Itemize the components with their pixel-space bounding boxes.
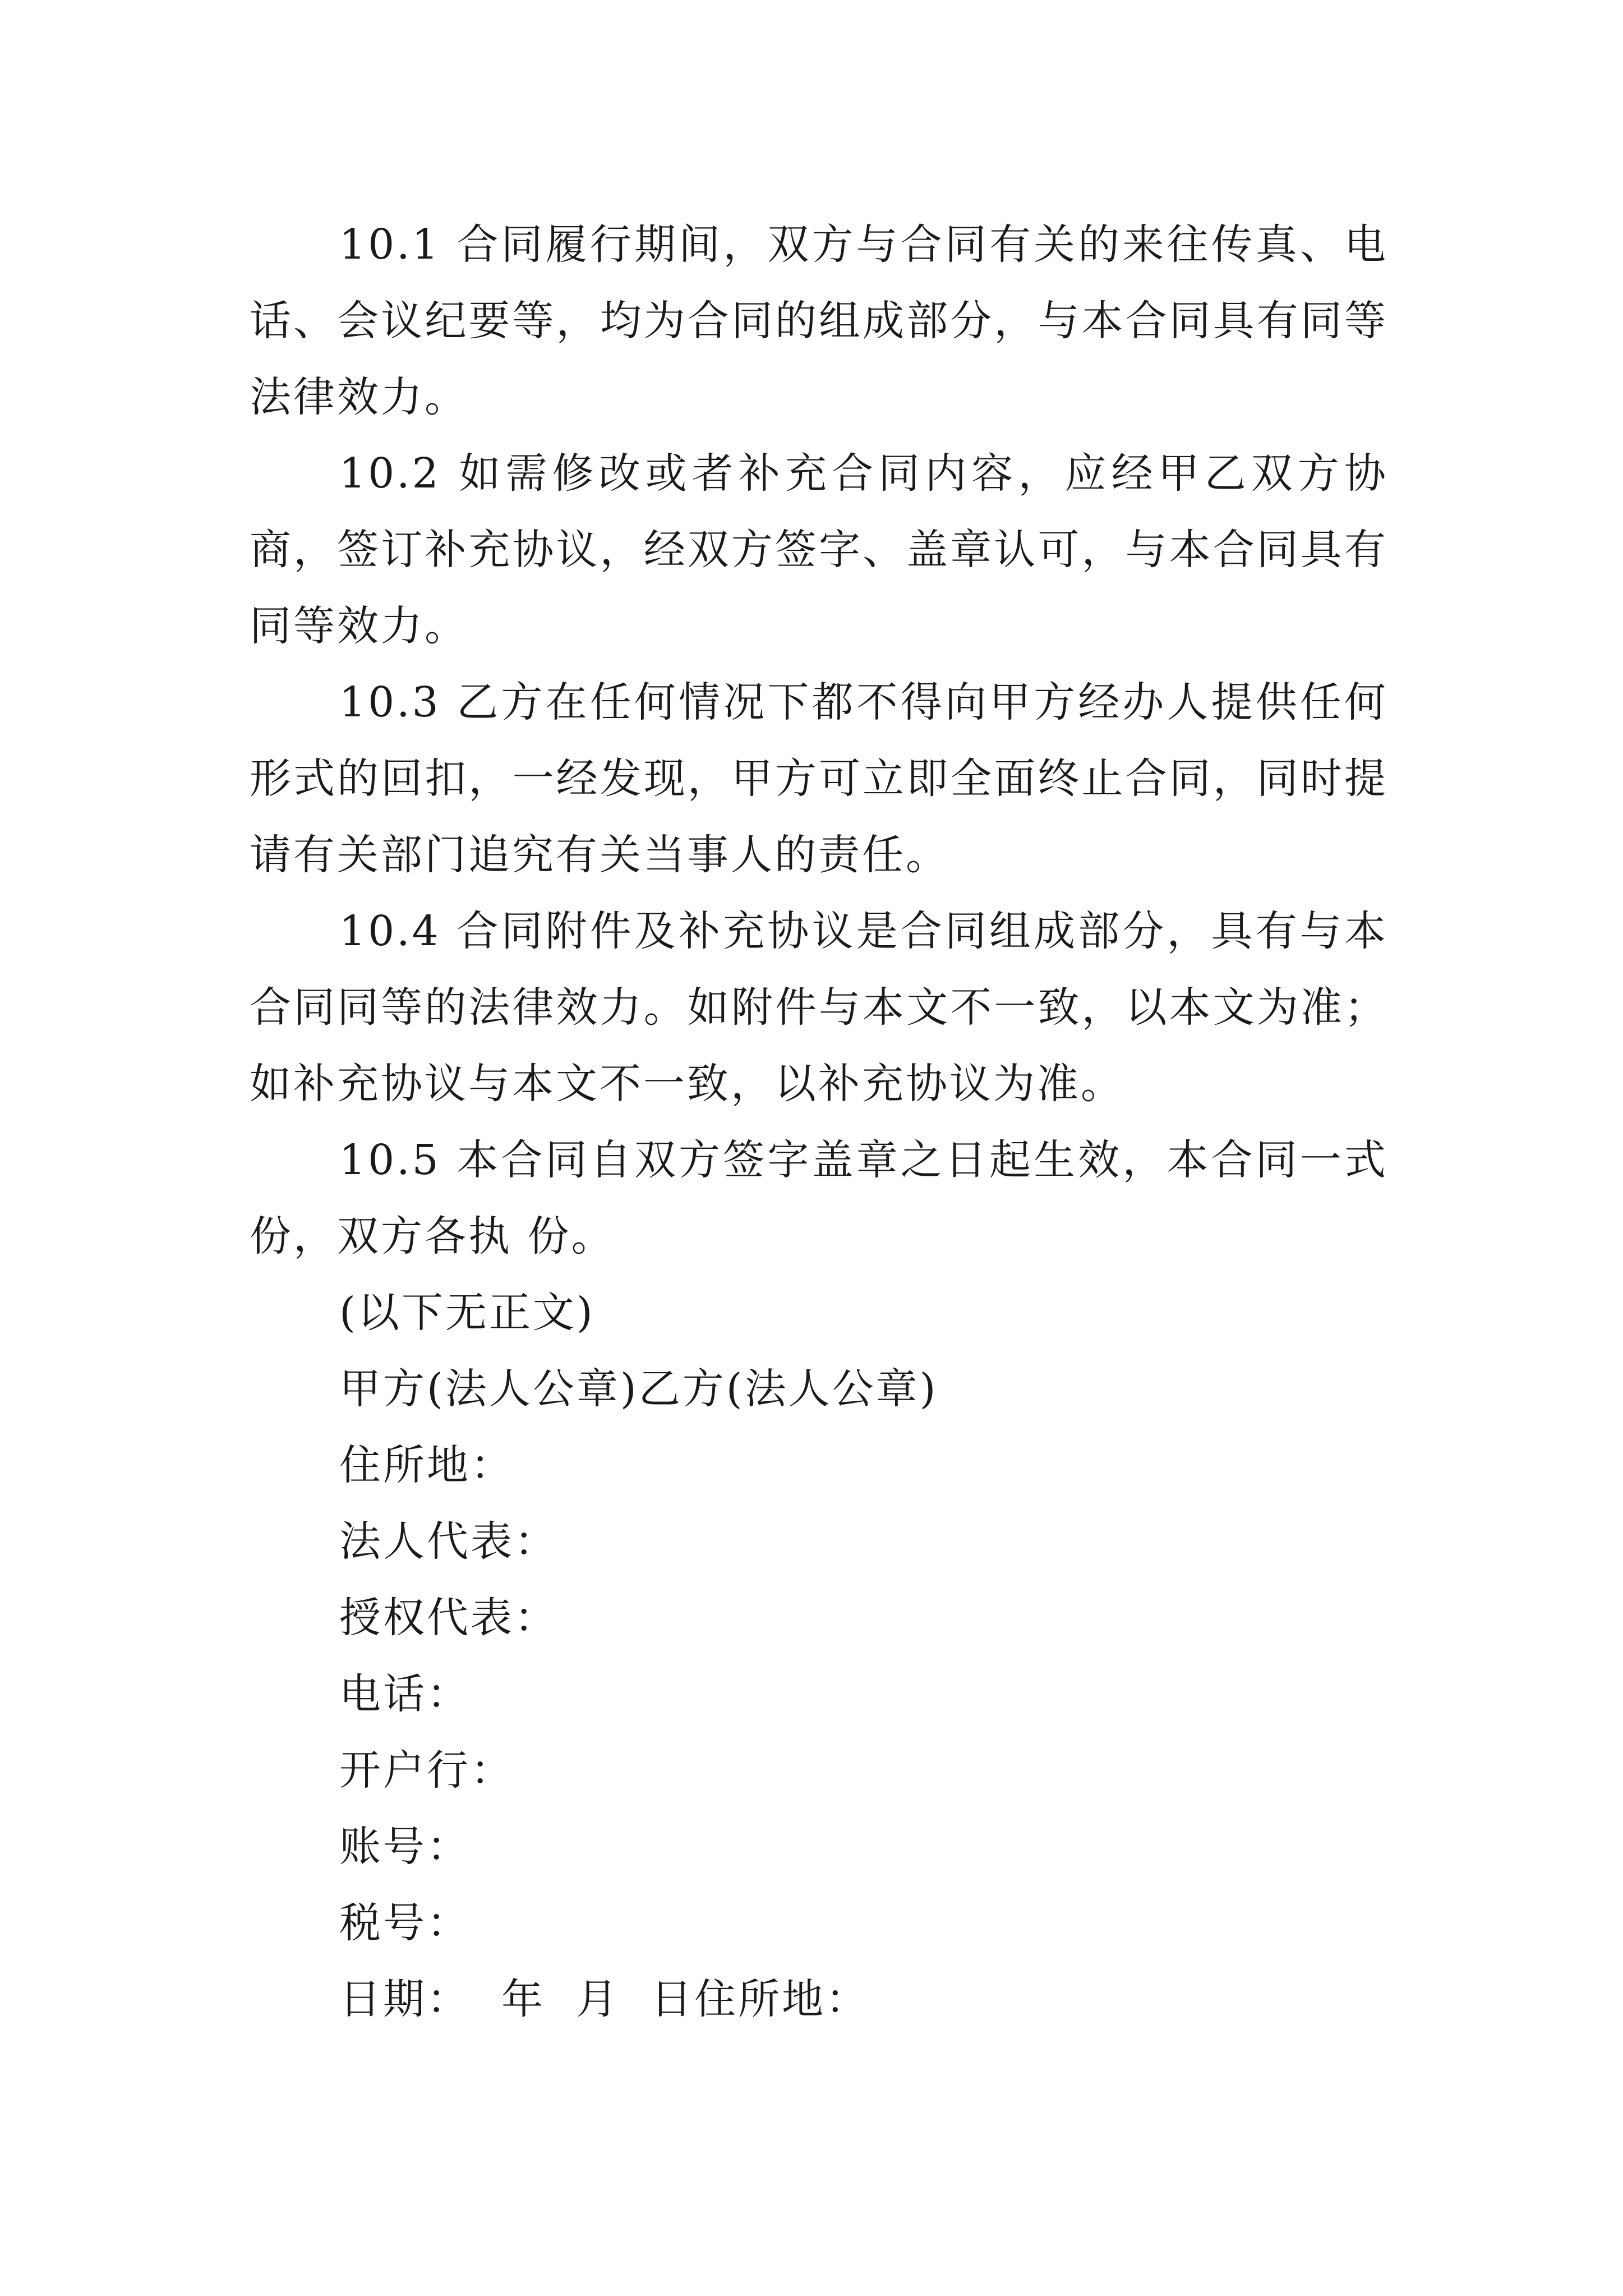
no-further-text-note: (以下无正文)	[339, 1289, 595, 1337]
legal-representative-field: 法人代表：	[339, 1517, 558, 1566]
account-number-field: 账号：	[339, 1823, 471, 1871]
clause-10-4: 10.4 合同附件及补充协议是合同组成部分，具有与本合同同等的法律效力。如附件与本文不一致，以本文为准；如补充协议与本文不一致，以补充协议为准。	[250, 907, 1388, 1108]
clause-10-3: 10.3 乙方在任何情况下都不得向甲方经办人提供任何形式的回扣，一经发现，甲方可立即全面终止合同，同时提请有关部门追究有关当事人的责任。	[250, 678, 1388, 879]
date-address-field: 日期： 年 月 日住所地：	[339, 1975, 870, 2023]
clause-10-1: 10.1 合同履行期间，双方与合同有关的来往传真、电话、会议纪要等，均为合同的组成部分，与本合同具有同等法律效力。	[250, 220, 1388, 421]
tax-id-field: 税号：	[339, 1899, 471, 1947]
bank-field: 开户行：	[339, 1746, 514, 1795]
authorized-representative-field: 授权代表：	[339, 1594, 558, 1642]
document-body	[250, 206, 1404, 2037]
clause-10-5: 10.5 本合同自双方签字盖章之日起生效，本合同一式 份，双方各执 份。	[250, 1136, 1404, 1260]
phone-field: 电话：	[339, 1670, 471, 1718]
address-field: 住所地：	[339, 1441, 514, 1489]
clause-10-2: 10.2 如需修改或者补充合同内容，应经甲乙双方协商，签订补充协议，经双方签字、盖章认可，与本合同具有同等效力。	[250, 449, 1388, 650]
parties-seal-line: 甲方(法人公章)乙方(法人公章)	[339, 1365, 938, 1413]
